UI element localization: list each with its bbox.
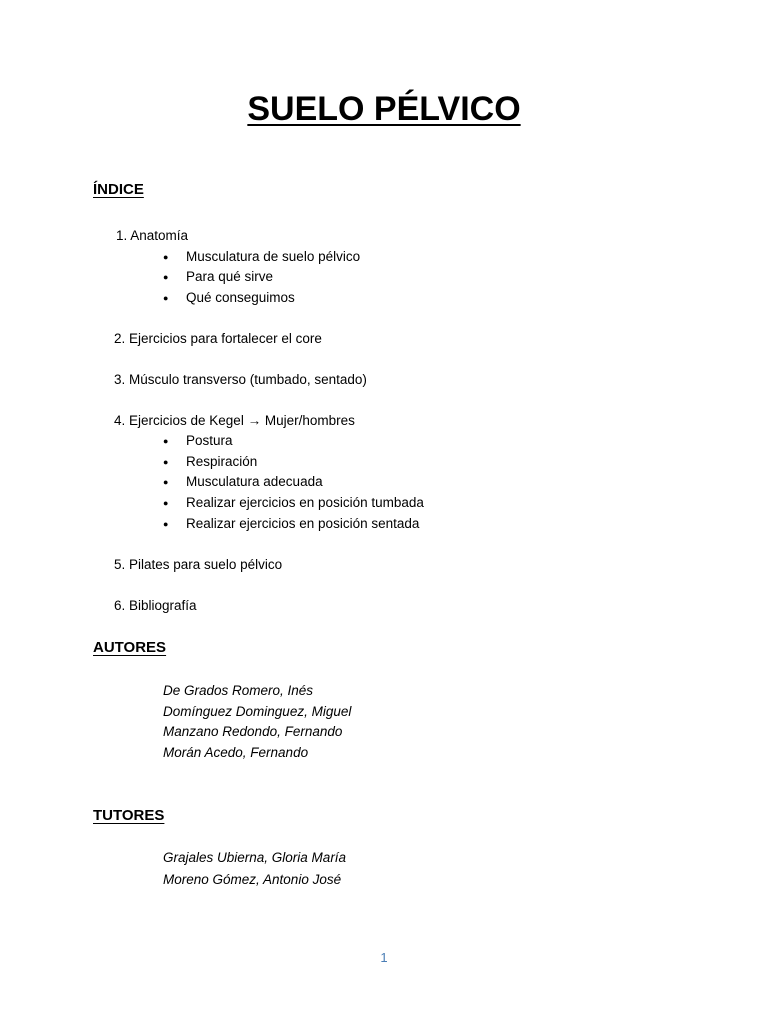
tutor-name: Grajales Ubierna, Gloria María	[163, 850, 347, 865]
bullet-icon: ●	[163, 457, 169, 467]
author-name: De Grados Romero, Inés	[163, 683, 314, 698]
index-subitem: Realizar ejercicios en posición sentada	[186, 516, 420, 531]
document-title-text: SUELO PÉLVICO	[247, 90, 521, 128]
tutors-heading: TUTORES	[93, 807, 165, 824]
tutor-name: Moreno Gómez, Antonio José	[163, 872, 342, 887]
index-subitem: Postura	[186, 433, 233, 448]
index-subitem: Musculatura de suelo pélvico	[186, 249, 361, 264]
index-item-5: 5. Pilates para suelo pélvico	[114, 557, 283, 572]
bullet-icon: ●	[163, 519, 169, 529]
index-item-2: 2. Ejercicios para fortalecer el core	[114, 331, 322, 346]
bullet-icon: ●	[163, 252, 169, 262]
index-heading: ÍNDICE	[93, 181, 144, 198]
page-number: 1	[380, 950, 388, 965]
index-subitem: Realizar ejercicios en posición tumbada	[186, 495, 424, 510]
index-item-3: 3. Músculo transverso (tumbado, sentado)	[114, 372, 367, 387]
index-subitem: Respiración	[186, 454, 258, 469]
bullet-icon: ●	[163, 498, 169, 508]
document-title	[0, 88, 768, 130]
bullet-icon: ●	[163, 477, 169, 487]
author-name: Domínguez Dominguez, Miguel	[163, 704, 352, 719]
index-item-4: 4. Ejercicios de Kegel → Mujer/hombres	[114, 413, 355, 428]
index-item-6: 6. Bibliografía	[114, 598, 197, 613]
index-subitem: Musculatura adecuada	[186, 474, 323, 489]
authors-heading: AUTORES	[93, 639, 167, 656]
author-name: Morán Acedo, Fernando	[163, 745, 309, 760]
index-subitem: Para qué sirve	[186, 269, 274, 284]
bullet-icon: ●	[163, 272, 169, 282]
bullet-icon: ●	[163, 293, 169, 303]
author-name: Manzano Redondo, Fernando	[163, 724, 343, 739]
bullet-icon: ●	[163, 436, 169, 446]
index-subitem: Qué conseguimos	[186, 290, 295, 305]
index-item-1: 1. Anatomía	[116, 228, 189, 243]
